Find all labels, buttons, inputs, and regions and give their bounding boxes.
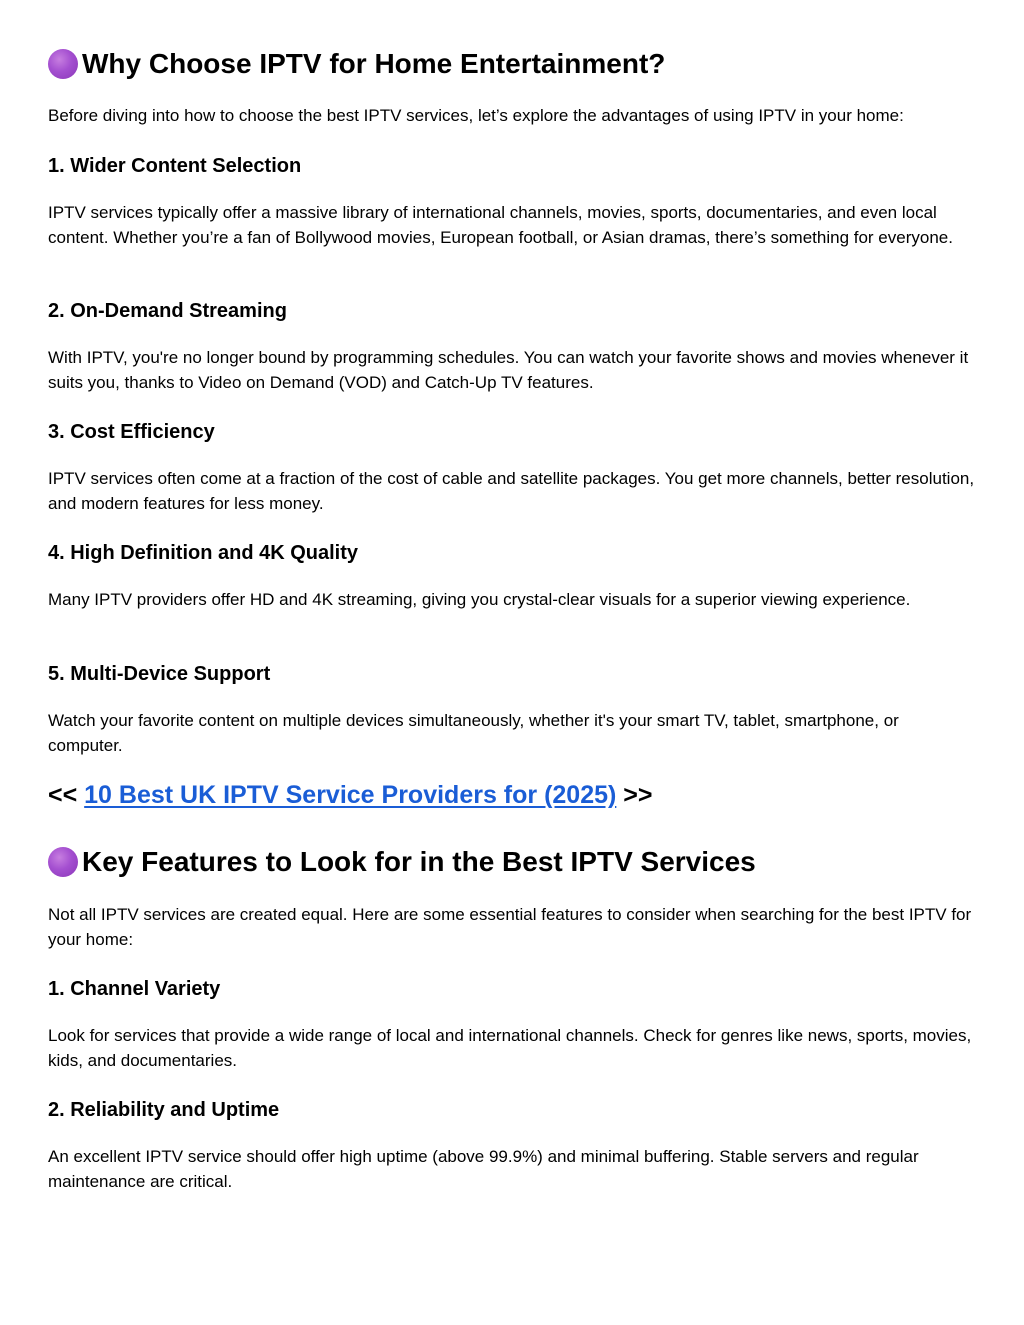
section-intro: Before diving into how to choose the best IPTV services, let’s explore the advantages of using IPTV in your home: <box>48 106 904 125</box>
item-heading: 3. Cost Efficiency <box>48 421 215 443</box>
section-title: Key Features to Look for in the Best IPTV Services <box>82 846 756 877</box>
section-title: Why Choose IPTV for Home Entertainment? <box>82 48 666 79</box>
item-body: An excellent IPTV service should offer high uptime (above 99.9%) and minimal buffering. Stable servers and regular maintenance are critical. <box>48 1147 919 1191</box>
promo-suffix: >> <box>616 781 653 809</box>
item-heading: 1. Wider Content Selection <box>48 155 302 177</box>
item-body: Look for services that provide a wide range of local and international channels. Check for genres like news, sports, movies, kids, and documentaries. <box>48 1026 972 1070</box>
item-heading: 2. On-Demand Streaming <box>48 300 287 322</box>
purple-circle-icon <box>48 49 78 79</box>
item-heading: 5. Multi-Device Support <box>48 663 271 685</box>
item-heading: 4. High Definition and 4K Quality <box>48 542 359 564</box>
item-body: IPTV services typically offer a massive library of international channels, movies, sports, documentaries, and even local content. Whether you’re a fan of Bollywood movies, European football, or Asian dramas, there’s something for everyone. <box>48 203 953 247</box>
item-body: IPTV services often come at a fraction of the cost of cable and satellite packages. You get more channels, better resolution, and modern features for less money. <box>48 469 975 513</box>
item-body: Watch your favorite content on multiple devices simultaneously, whether it's your smart TV, tablet, smartphone, or computer. <box>48 711 899 755</box>
item-body: Many IPTV providers offer HD and 4K streaming, giving you crystal-clear visuals for a superior viewing experience. <box>48 590 911 609</box>
section-intro: Not all IPTV services are created equal. Here are some essential features to consider when searching for the best IPTV for your home: <box>48 905 972 949</box>
item-body: With IPTV, you're no longer bound by programming schedules. You can watch your favorite shows and movies whenever it suits you, thanks to Video on Demand (VOD) and Catch-Up TV features. <box>48 348 969 392</box>
promo-line <box>48 779 653 811</box>
section-heading-key-features <box>48 845 756 879</box>
promo-prefix: << <box>48 781 85 809</box>
item-heading: 1. Channel Variety <box>48 978 221 1000</box>
section-heading-why-choose <box>48 47 665 81</box>
purple-circle-icon <box>48 847 78 877</box>
item-heading: 2. Reliability and Uptime <box>48 1099 280 1121</box>
promo-link[interactable]: 10 Best UK IPTV Service Providers for (2025) <box>84 781 617 809</box>
